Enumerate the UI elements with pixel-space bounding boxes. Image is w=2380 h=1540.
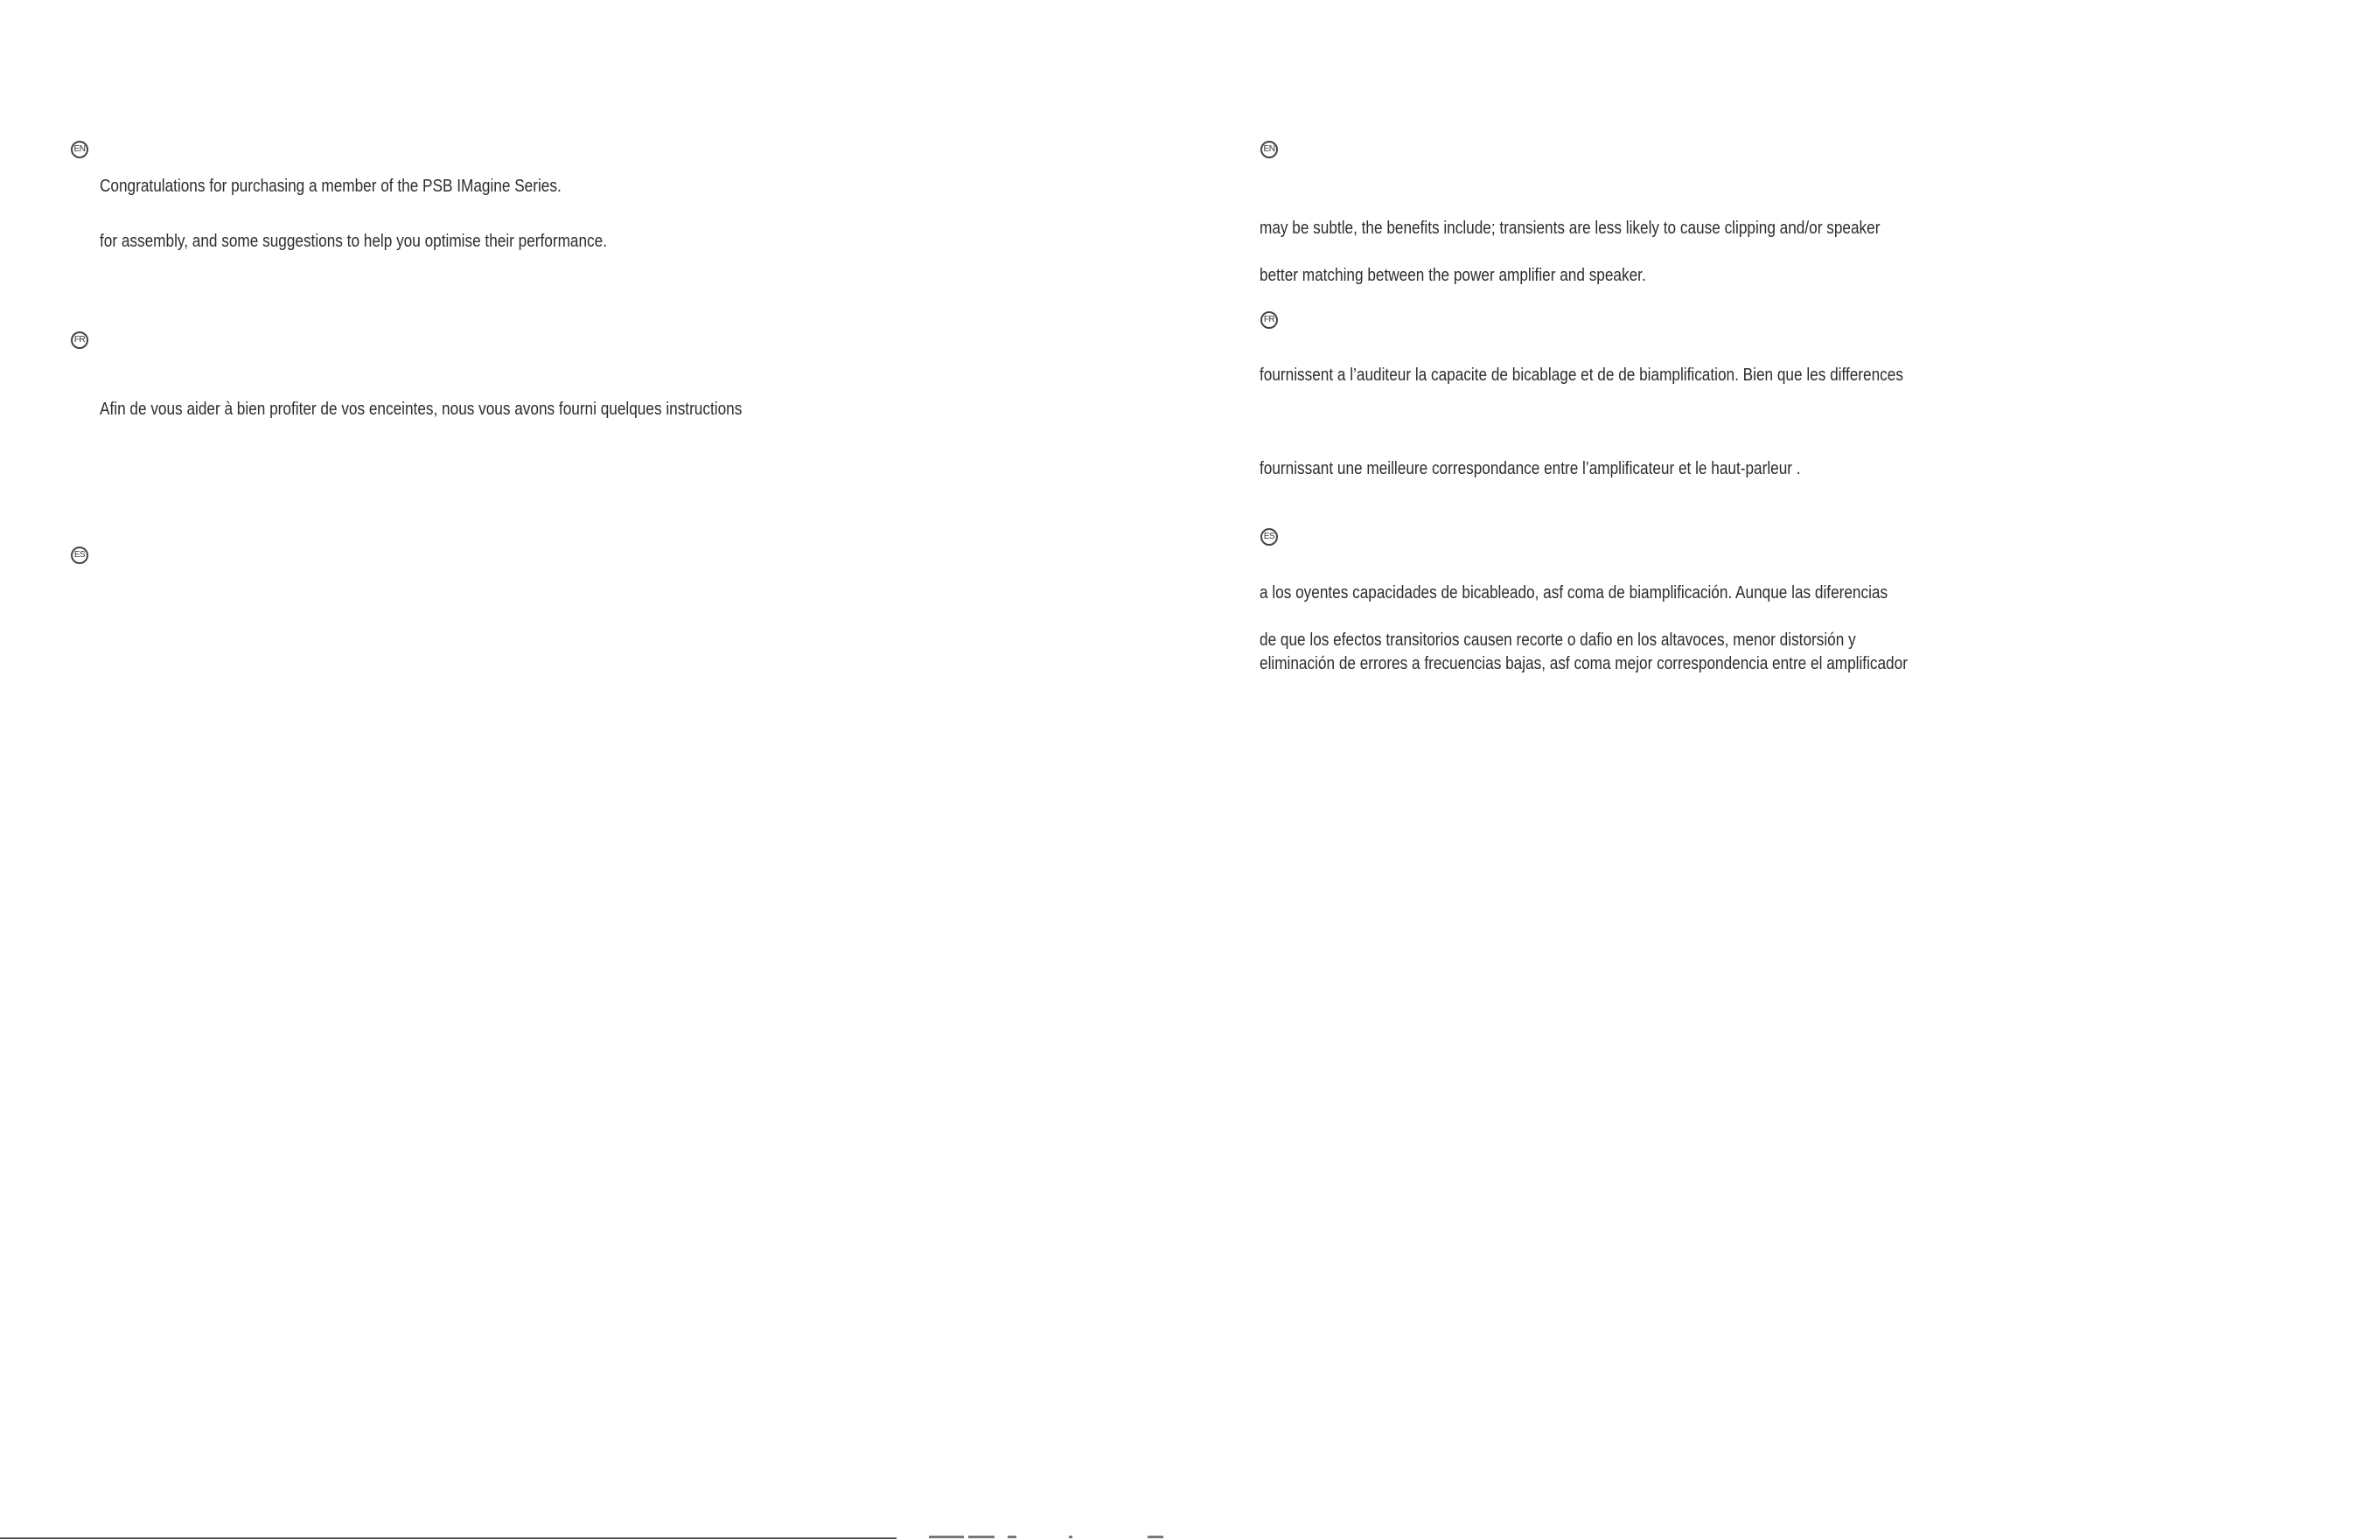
fr-text-line: Afin de vous aider à bien profiter de vos enceintes, nous vous avons fourni quelques instructions <box>100 400 743 419</box>
language-badge-es: ES <box>71 547 88 564</box>
language-badge-fr: FR <box>1260 311 1278 329</box>
es-text-line: a los oyentes capacidades de bicableado, asf coma de biamplificación. Aunque las diferencias <box>1260 583 1888 603</box>
en-text-line: may be subtle, the benefits include; transients are less likely to cause clipping and/or speaker <box>1260 219 1881 238</box>
language-badge-es: ES <box>1260 528 1278 546</box>
en-text-line: better matching between the power amplifier and speaker. <box>1260 266 1646 285</box>
en-text-line: Congratulations for purchasing a member of the PSB IMagine Series. <box>100 177 562 196</box>
fr-text-line: fournissent a l’auditeur la capacite de bicablage et de de biamplification. Bien que les differences <box>1260 366 1903 385</box>
footer-marks <box>929 1536 1191 1540</box>
es-text-line: de que los efectos transitorios causen recorte o dafio en los altavoces, menor distorsión y <box>1260 631 1856 650</box>
right-page <box>1190 0 2380 1540</box>
language-badge-en: EN <box>1260 141 1278 158</box>
language-badge-fr: FR <box>71 331 88 349</box>
es-text-line: eliminación de errores a frecuencias bajas, asf coma mejor correspondencia entre el amplificador <box>1260 654 1908 673</box>
language-badge-en: EN <box>71 141 88 158</box>
en-text-line: for assembly, and some suggestions to help you optimise their performance. <box>100 232 608 251</box>
fr-text-line: fournissant une meilleure correspondance entre l’amplificateur et le haut-parleur . <box>1260 459 1801 478</box>
footer-rule <box>0 1537 897 1539</box>
